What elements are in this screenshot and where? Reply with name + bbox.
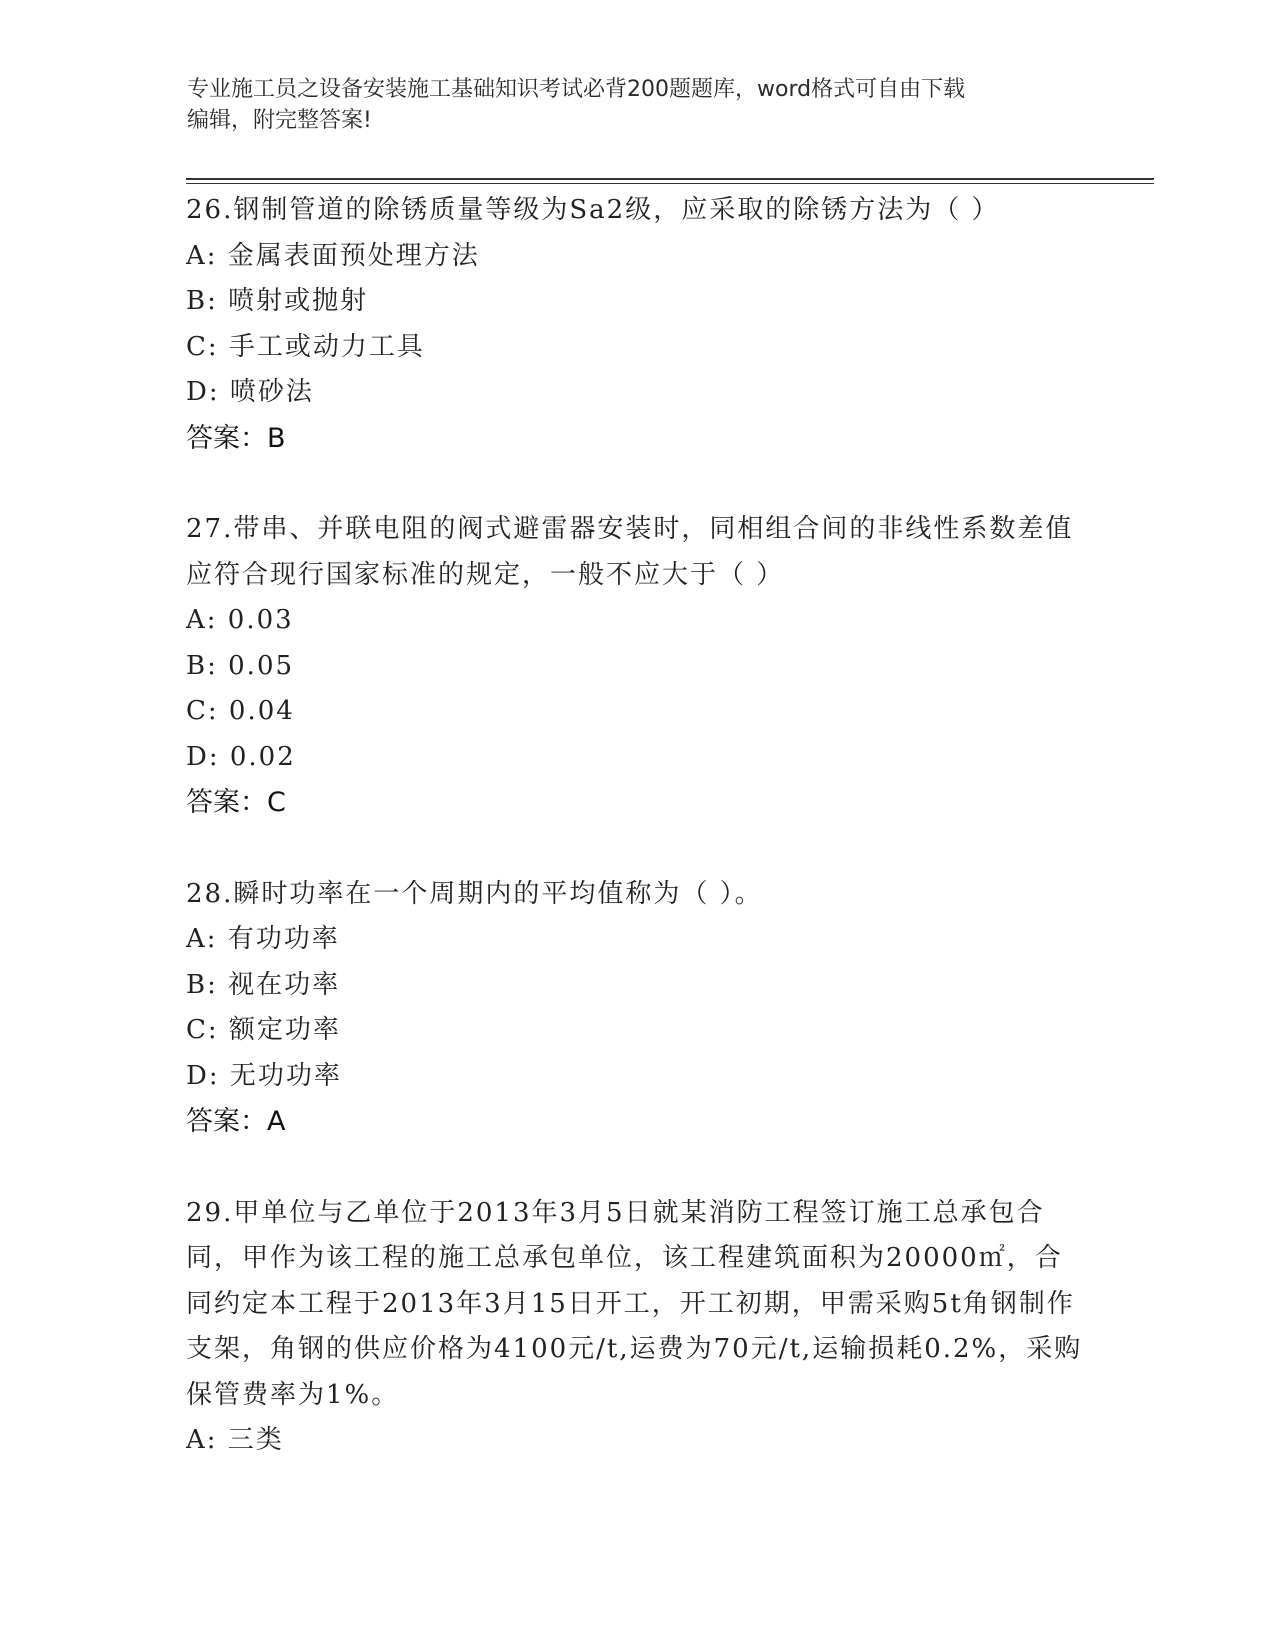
answer: 答案：A <box>186 1106 286 1137</box>
option-b: B: 视在功率 <box>186 969 341 1000</box>
option-d: D: 无功功率 <box>186 1060 342 1091</box>
question-stem: 27.带串、并联电阻的阀式避雷器安装时，同相组合间的非线性系数差值应符合现行国家标准的规定，一般不应大于（ ） <box>186 514 1074 590</box>
question-26 <box>186 188 1086 461</box>
question-27 <box>186 507 1086 826</box>
question-28 <box>186 872 1086 1145</box>
question-stem: 26.钢制管道的除锈质量等级为Sa2级，应采取的除锈方法为（ ） <box>186 195 1000 225</box>
option-b: B: 0.05 <box>186 650 295 681</box>
option-c: C: 额定功率 <box>186 1015 341 1045</box>
question-list <box>186 188 1086 1464</box>
option-a: A: 有功功率 <box>186 924 340 954</box>
header-divider <box>186 178 1154 180</box>
question-29 <box>186 1191 1086 1464</box>
header-title-line-1: 专业施工员之设备安装施工基础知识考试必背200题题库，word格式可自由下载 <box>187 77 966 102</box>
header-divider-thin <box>186 183 1154 184</box>
option-a: A: 金属表面预处理方法 <box>186 240 480 271</box>
answer: 答案：C <box>186 787 286 818</box>
option-d: D: 喷砂法 <box>186 377 314 407</box>
option-d: D: 0.02 <box>186 741 296 772</box>
question-stem: 28.瞬时功率在一个周期内的平均值称为（ ）。 <box>186 878 763 909</box>
option-b: B: 喷射或抛射 <box>186 286 369 316</box>
document-header <box>187 74 1087 136</box>
question-stem: 29.甲单位与乙单位于2013年3月5日就某消防工程签订施工总承包合同，甲作为该工程的施工总承包单位，该工程建筑面积为20000㎡，合同约定本工程于2013年3月15日开工，开工初期，甲需采购5t角钢制作支架，角钢的供应价格为4100元/t,运费为70元/t,运输损耗0.2%，采购保管费率为1%。 <box>186 1197 1083 1410</box>
option-a: A: 三类 <box>186 1425 284 1455</box>
option-a: A: 0.03 <box>186 605 294 635</box>
option-c: C: 手工或动力工具 <box>186 331 425 362</box>
option-c: C: 0.04 <box>186 696 295 726</box>
answer: 答案：B <box>186 422 286 454</box>
header-title-line-2: 编辑，附完整答案! <box>187 108 372 133</box>
